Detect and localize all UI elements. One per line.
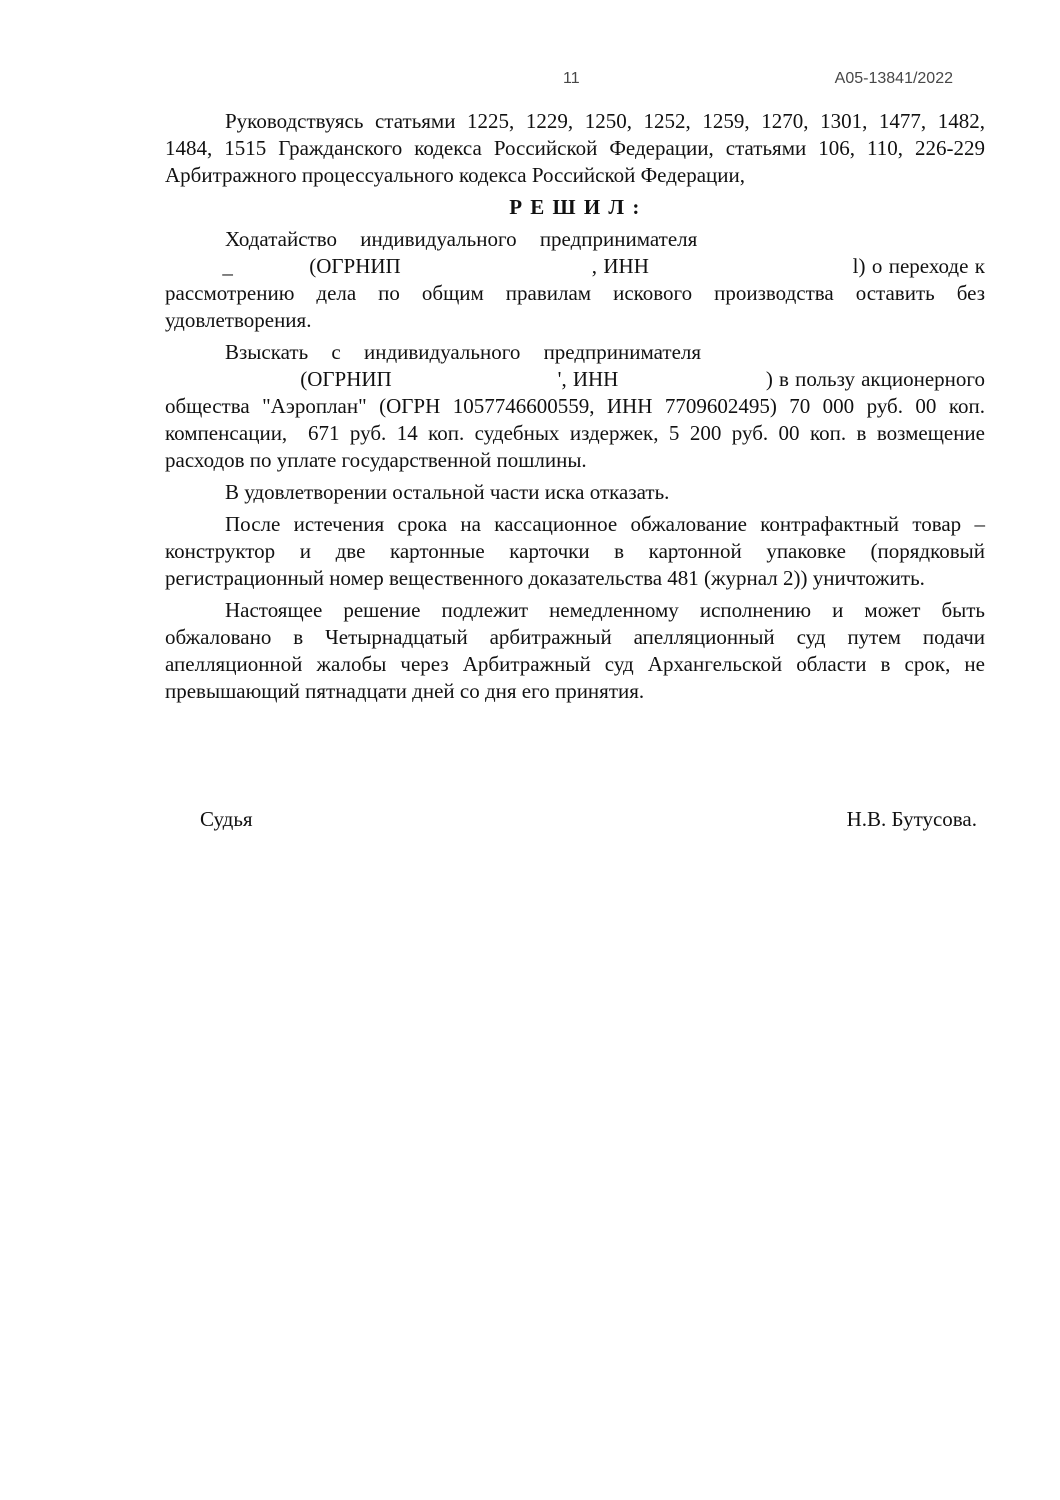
text-line: регистрационный номер вещественного доказательства 481 (журнал 2)) уничтожить. (165, 566, 925, 590)
text-line: В удовлетворении остальной части иска отказать. (225, 480, 670, 504)
paragraph-partial-refusal (165, 479, 985, 506)
text-line: расходов по уплате государственной пошлины. (165, 448, 587, 472)
page-number: 11 (563, 70, 580, 87)
signature-label: Судья (200, 807, 253, 831)
text-line: компенсации, 671 руб. 14 коп. судебных издержек, 5 200 руб. 00 коп. в возмещение (165, 421, 985, 445)
text-line: обжаловано в Четырнадцатый арбитражный апелляционный суд путем подачи (165, 625, 985, 649)
text-line-redacted: (ОГРНИП ', ИНН ) в пользу акционерного (165, 367, 985, 391)
resolution-heading: Р Е Ш И Л : (509, 195, 641, 219)
text-line: превышающий пятнадцати дней со дня его принятия. (165, 679, 645, 703)
text-line: Настоящее решение подлежит немедленному исполнению и может быть (225, 598, 985, 622)
paragraph-motion-denied (165, 226, 985, 334)
text-line: Руководствуясь статьями 1225, 1229, 1250, 1252, 1259, 1270, 1301, 1477, 1482, (225, 109, 985, 133)
text-line: апелляционной жалобы через Арбитражный суд Архангельской области в срок, не (165, 652, 985, 676)
text-line: рассмотрению дела по общим правилам искового производства оставить без (165, 281, 985, 305)
text-line: Арбитражного процессуального кодекса Российской Федерации, (165, 163, 746, 187)
case-number: А05-13841/2022 (834, 70, 953, 87)
text-line: общества "Аэроплан" (ОГРН 1057746600559, ИНН 7709602495) 70 000 руб. 00 коп. (165, 394, 985, 418)
paragraph-legal-basis (165, 108, 985, 189)
text-line: Ходатайство индивидуального предпринимателя (225, 227, 698, 251)
text-line: удовлетворения. (165, 308, 312, 332)
text-line: После истечения срока на кассационное обжалование контрафактный товар – (225, 512, 985, 536)
text-line-redacted: _ (ОГРНИП , ИНН l) о переходе к (165, 254, 985, 278)
paragraph-destruction (165, 511, 985, 592)
text-line: конструктор и две картонные карточки в картонной упаковке (порядковый (165, 539, 985, 563)
text-line: 1484, 1515 Гражданского кодекса Российской Федерации, статьями 106, 110, 226-229 (165, 136, 985, 160)
text-line: Взыскать с индивидуального предпринимателя (225, 340, 702, 364)
decision-body (165, 108, 985, 833)
paragraph-appeal (165, 597, 985, 705)
signature-row (165, 806, 985, 833)
paragraph-recovery (165, 339, 985, 474)
judge-name: Н.В. Бутусова. (846, 807, 977, 831)
